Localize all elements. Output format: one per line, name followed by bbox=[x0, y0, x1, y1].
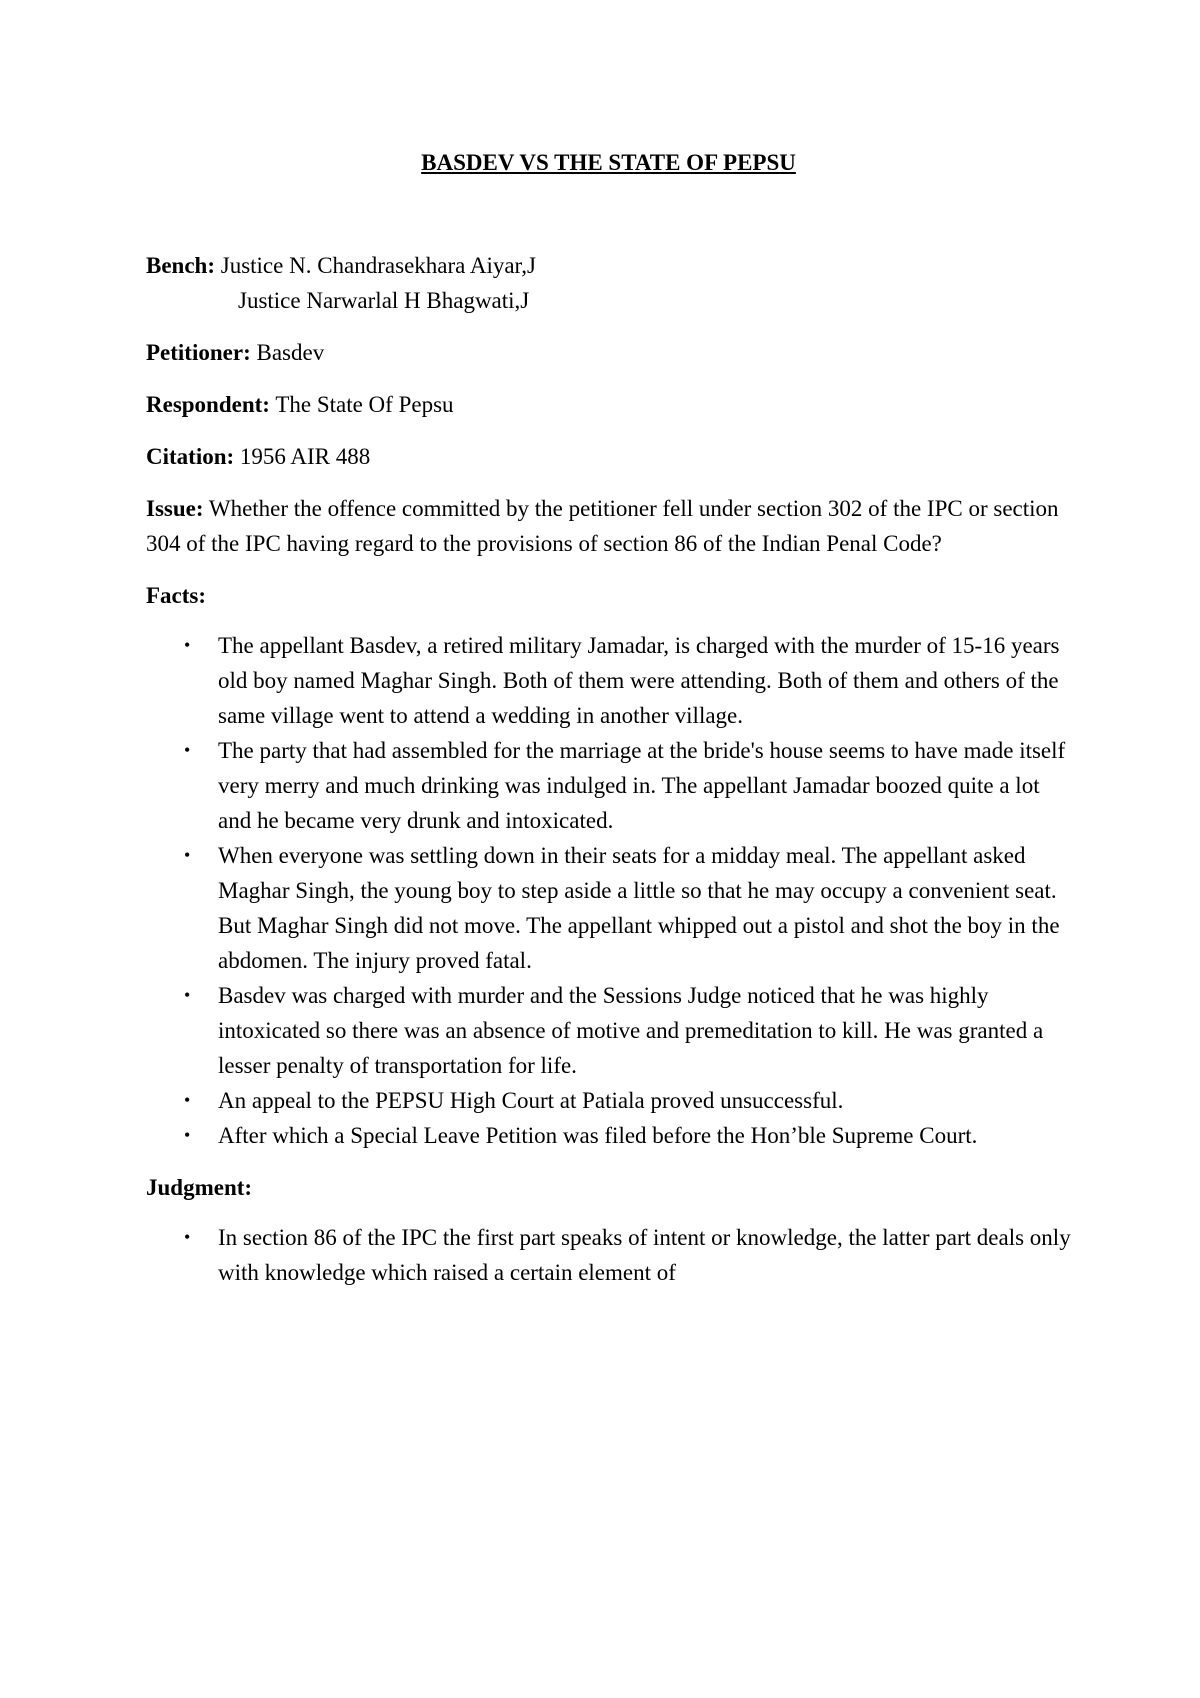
judgment-list bbox=[146, 1220, 1071, 1290]
bench-judge-2: Justice Narwarlal H Bhagwati,J bbox=[238, 288, 530, 313]
issue-field bbox=[146, 491, 1071, 561]
list-item: • The appellant Basdev, a retired military Jamadar, is charged with the murder of 15-16 years old boy named Maghar Singh. Both of them were attending. Both of them and others of the same village went to attend a wedding in another village. bbox=[146, 628, 1071, 733]
respondent-label: Respondent: bbox=[146, 392, 270, 417]
facts-list bbox=[146, 628, 1071, 1153]
respondent-value: The State Of Pepsu bbox=[275, 392, 454, 417]
case-title: BASDEV VS THE STATE OF PEPSU bbox=[421, 150, 796, 175]
bullet-icon: • bbox=[184, 740, 191, 760]
bench-judge-1: Justice N. Chandrasekhara Aiyar,J bbox=[220, 253, 536, 278]
petitioner-value: Basdev bbox=[256, 340, 325, 365]
respondent-field bbox=[146, 387, 1071, 422]
list-item: • After which a Special Leave Petition was filed before the Hon’ble Supreme Court. bbox=[146, 1118, 1071, 1153]
citation-label: Citation: bbox=[146, 444, 235, 469]
list-item: • In section 86 of the IPC the first part speaks of intent or knowledge, the latter part deals only with knowledge which raised a certain element of bbox=[146, 1220, 1071, 1290]
bullet-icon: • bbox=[184, 845, 191, 865]
document-page bbox=[146, 145, 1071, 1290]
judgment-heading: Judgment: bbox=[146, 1175, 253, 1200]
list-item: • An appeal to the PEPSU High Court at Patiala proved unsuccessful. bbox=[146, 1083, 1071, 1118]
issue-value: Whether the offence committed by the petitioner fell under section 302 of the IPC or section 304 of the IPC having regard to the provisions of section 86 of the Indian Penal Code? bbox=[146, 496, 1059, 556]
bullet-icon: • bbox=[184, 985, 191, 1005]
issue-label: Issue: bbox=[146, 496, 204, 521]
bullet-icon: • bbox=[184, 1227, 191, 1247]
bench-field bbox=[146, 248, 1071, 283]
bullet-icon: • bbox=[184, 1125, 191, 1145]
bullet-icon: • bbox=[184, 1090, 191, 1110]
petitioner-field bbox=[146, 335, 1071, 370]
petitioner-label: Petitioner: bbox=[146, 340, 251, 365]
citation-value: 1956 AIR 488 bbox=[239, 444, 371, 469]
list-item: • The party that had assembled for the marriage at the bride's house seems to have made itself very merry and much drinking was indulged in. The appellant Jamadar boozed quite a lot and he became very drunk and intoxicated. bbox=[146, 733, 1071, 838]
citation-field bbox=[146, 439, 1071, 474]
bullet-icon: • bbox=[184, 635, 191, 655]
list-item: • Basdev was charged with murder and the Sessions Judge noticed that he was highly intoxicated so there was an absence of motive and premeditation to kill. He was granted a lesser penalty of transportation for life. bbox=[146, 978, 1071, 1083]
list-item: • When everyone was settling down in their seats for a midday meal. The appellant asked Maghar Singh, the young boy to step aside a little so that he may occupy a convenient seat. But Maghar Singh did not move. The appellant whipped out a pistol and shot the boy in the abdomen. The injury proved fatal. bbox=[146, 838, 1071, 978]
bench-label: Bench: bbox=[146, 253, 215, 278]
facts-heading: Facts: bbox=[146, 583, 207, 608]
